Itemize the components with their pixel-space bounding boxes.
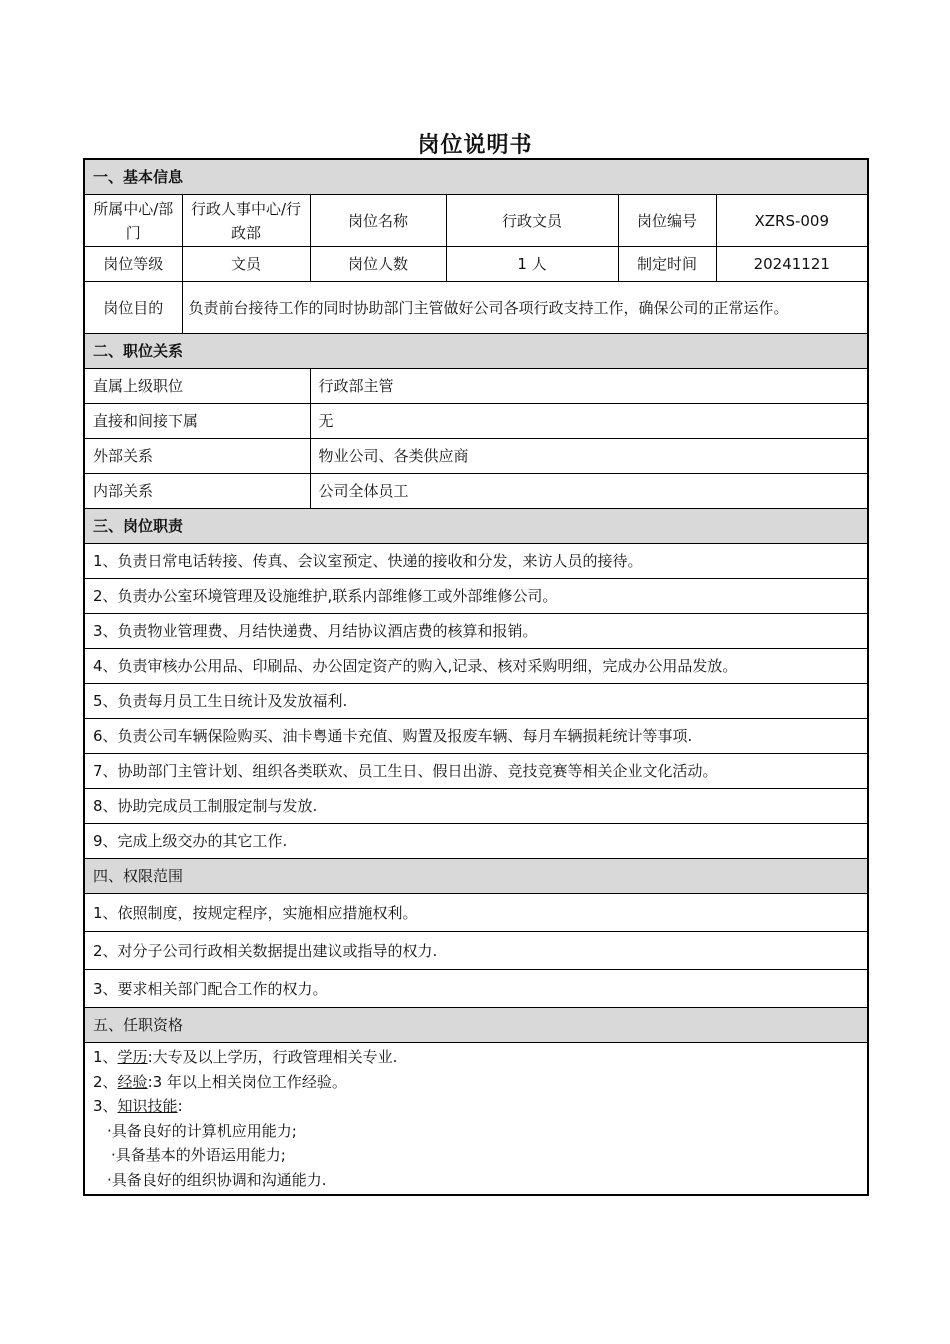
qual-prefix: 2、 — [93, 1072, 118, 1091]
duty-row — [84, 824, 868, 859]
headcount-value: 1 人 — [446, 247, 618, 282]
relation-value: 公司全体员工 — [310, 474, 868, 509]
qual-key: 学历 — [117, 1048, 148, 1066]
duty-item: 7、协助部门主管计划、组织各类联欢、员工生日、假日出游、竞技竞赛等相关企业文化活动。 — [84, 754, 868, 789]
qual-value: :大专及以上学历，行政管理相关专业. — [147, 1048, 398, 1066]
qual-experience — [93, 1070, 859, 1095]
section-basic-info — [84, 159, 868, 195]
qual-key: 知识技能 — [117, 1097, 178, 1115]
basic-row-3 — [84, 282, 868, 334]
relation-row — [84, 369, 868, 404]
authority-item: 3、要求相关部门配合工作的权力。 — [84, 970, 868, 1008]
qualifications-row — [84, 1043, 868, 1196]
basic-row-1 — [84, 195, 868, 247]
qual-key: 经验 — [117, 1072, 148, 1091]
skill-item: ·具备基本的外语运用能力; — [111, 1146, 286, 1164]
skill-item: ·具备良好的组织协调和沟通能力. — [107, 1170, 327, 1189]
relation-row — [84, 474, 868, 509]
duty-item: 3、负责物业管理费、月结快递费、月结协议酒店费的核算和报销。 — [84, 614, 868, 649]
section-title: 五、任职资格 — [84, 1008, 868, 1043]
skill-item: ·具备良好的计算机应用能力; — [107, 1121, 297, 1140]
authority-row — [84, 894, 868, 932]
relation-row — [84, 439, 868, 474]
section-authority — [84, 859, 868, 894]
post-code-value: XZRS-009 — [716, 195, 868, 247]
relation-value: 无 — [310, 404, 868, 439]
qual-skills — [93, 1094, 859, 1119]
qualifications-content — [84, 1043, 868, 1196]
post-name-label: 岗位名称 — [310, 195, 446, 247]
qual-education — [93, 1045, 859, 1070]
relation-label: 直接和间接下属 — [84, 404, 310, 439]
post-name-value: 行政文员 — [446, 195, 618, 247]
duty-item: 1、负责日常电话转接、传真、会议室预定、快递的接收和分发，来访人员的接待。 — [84, 544, 868, 579]
duty-item: 4、负责审核办公用品、印刷品、办公固定资产的购入,记录、核对采购明细，完成办公用品发放。 — [84, 649, 868, 684]
grade-value: 文员 — [182, 247, 310, 282]
section-duties — [84, 509, 868, 544]
date-label: 制定时间 — [618, 247, 716, 282]
section-title: 四、权限范围 — [84, 859, 868, 894]
dept-value: 行政人事中心/行政部 — [182, 195, 310, 247]
section-title: 三、岗位职责 — [84, 509, 868, 544]
section-title: 二、职位关系 — [84, 334, 868, 369]
qual-prefix: 1、 — [93, 1048, 118, 1066]
duty-row — [84, 649, 868, 684]
relation-value: 物业公司、各类供应商 — [310, 439, 868, 474]
headcount-label: 岗位人数 — [310, 247, 446, 282]
duty-item: 9、完成上级交办的其它工作. — [84, 824, 868, 859]
duty-row — [84, 684, 868, 719]
duty-row — [84, 544, 868, 579]
duty-row — [84, 719, 868, 754]
duty-item: 2、负责办公室环境管理及设施维护,联系内部维修工或外部维修公司。 — [84, 579, 868, 614]
post-code-label: 岗位编号 — [618, 195, 716, 247]
purpose-value: 负责前台接待工作的同时协助部门主管做好公司各项行政支持工作，确保公司的正常运作。 — [182, 282, 868, 334]
relation-label: 直属上级职位 — [84, 369, 310, 404]
job-description-table — [83, 158, 869, 1196]
authority-row — [84, 970, 868, 1008]
section-relations — [84, 334, 868, 369]
duty-item: 8、协助完成员工制服定制与发放. — [84, 789, 868, 824]
relation-label: 外部关系 — [84, 439, 310, 474]
duty-item: 6、负责公司车辆保险购买、油卡粤通卡充值、购置及报废车辆、每月车辆损耗统计等事项. — [84, 719, 868, 754]
duty-row — [84, 789, 868, 824]
authority-item: 1、依照制度，按规定程序，实施相应措施权利。 — [84, 894, 868, 932]
duty-row — [84, 614, 868, 649]
purpose-label: 岗位目的 — [84, 282, 182, 334]
section-title: 一、基本信息 — [84, 159, 868, 195]
duty-row — [84, 579, 868, 614]
date-value: 20241121 — [716, 247, 868, 282]
duty-item: 5、负责每月员工生日统计及发放福利. — [84, 684, 868, 719]
relation-value: 行政部主管 — [310, 369, 868, 404]
authority-row — [84, 932, 868, 970]
relation-label: 内部关系 — [84, 474, 310, 509]
dept-label: 所属中心/部门 — [84, 195, 182, 247]
document-title: 岗位说明书 — [417, 133, 533, 158]
qual-value: :3 年以上相关岗位工作经验。 — [147, 1072, 347, 1091]
grade-label: 岗位等级 — [84, 247, 182, 282]
authority-item: 2、对分子公司行政相关数据提出建议或指导的权力. — [84, 932, 868, 970]
duty-row — [84, 754, 868, 789]
relation-row — [84, 404, 868, 439]
qual-prefix: 3、 — [93, 1097, 118, 1115]
section-qualifications — [84, 1008, 868, 1043]
basic-row-2 — [84, 247, 868, 282]
qual-value: : — [177, 1097, 183, 1115]
